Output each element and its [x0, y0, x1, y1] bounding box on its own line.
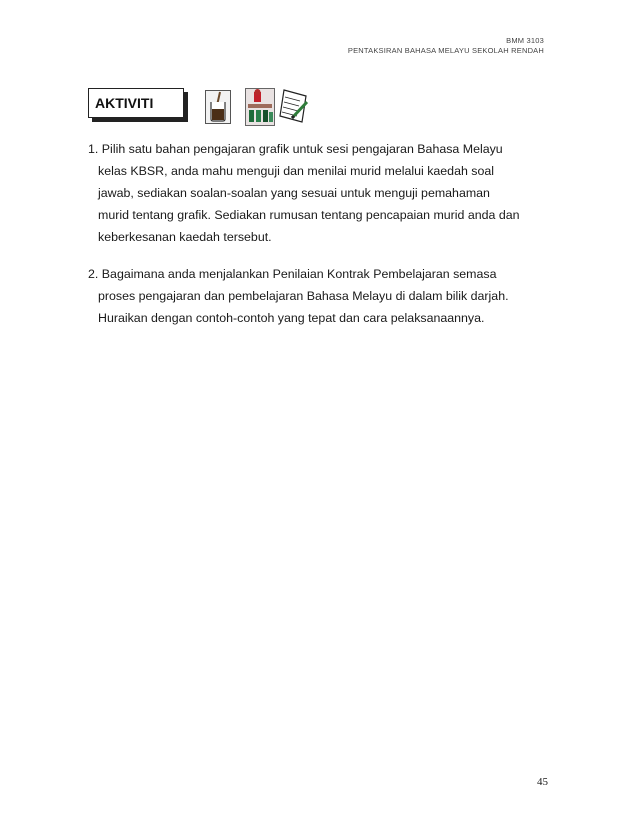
- question-2: [88, 263, 509, 329]
- activity-badge: [88, 88, 184, 118]
- beaker-icon: [205, 90, 231, 124]
- question-line: proses pengajaran dan pembelajaran Bahasa Melayu di dalam bilik darjah.: [98, 289, 509, 303]
- question-line: Bagaimana anda menjalankan Penilaian Kontrak Pembelajaran semasa: [101, 267, 497, 281]
- laboratory-icon: [245, 88, 275, 126]
- question-1: [88, 138, 520, 248]
- question-number: 1.: [88, 142, 99, 156]
- question-line: Pilih satu bahan pengajaran grafik untuk sesi pengajaran Bahasa Melayu: [101, 142, 503, 156]
- course-title: PENTAKSIRAN BAHASA MELAYU SEKOLAH RENDAH: [347, 46, 544, 55]
- question-line: kelas KBSR, anda mahu menguji dan menilai murid melalui kaedah soal: [98, 164, 495, 178]
- question-line: jawab, sediakan soalan-soalan yang sesuai untuk menguji pemahaman: [98, 186, 490, 200]
- activity-label: AKTIVITI: [95, 95, 154, 111]
- question-line: murid tentang grafik. Sediakan rumusan tentang pencapaian murid anda dan: [98, 208, 520, 222]
- question-line: keberkesanan kaedah tersebut.: [98, 230, 272, 244]
- course-code: BMM 3103: [506, 36, 544, 45]
- question-line: Huraikan dengan contoh-contoh yang tepat dan cara pelaksanaannya.: [98, 311, 485, 325]
- checklist-icon: [278, 88, 310, 124]
- question-number: 2.: [88, 267, 99, 281]
- page-number: 45: [537, 776, 548, 788]
